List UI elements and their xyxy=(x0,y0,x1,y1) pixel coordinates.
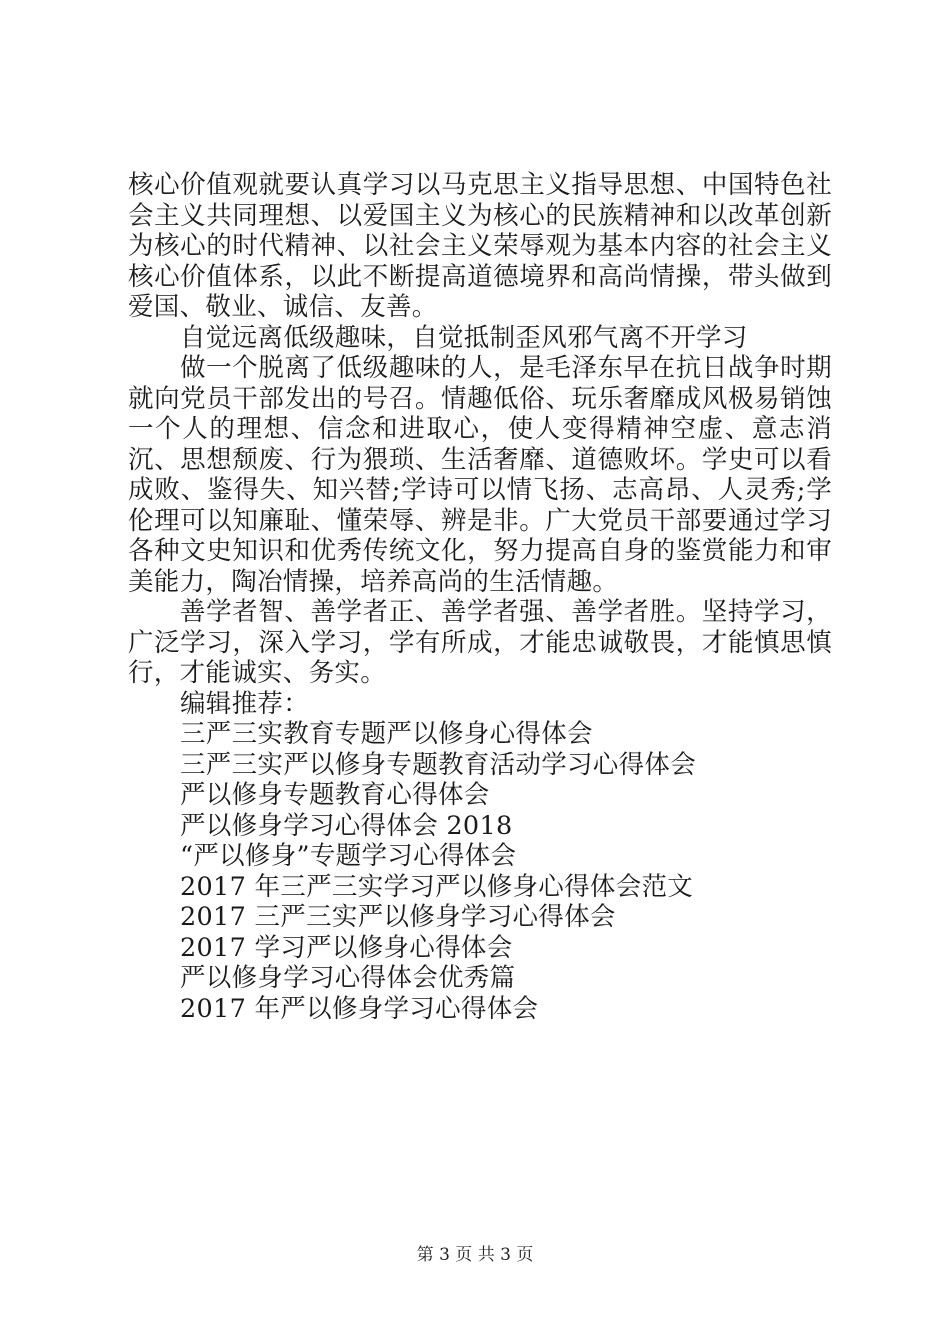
paragraph-good-learners: 善学者智、善学者正、善学者强、善学者胜。坚持学习，广泛学习，深入学习，学有所成，才能忠诚敬畏，才能慎思慎行，才能诚实、务实。 xyxy=(128,597,832,688)
recommend-link[interactable]: 三严三实教育专题严以修身心得体会 xyxy=(180,719,593,749)
paragraph-low-taste: 做一个脱离了低级趣味的人，是毛泽东早在抗日战争时期就向党员干部发出的号召。情趣低俗、玩乐奢靡成风极易销蚀一个人的理想、信念和进取心，使人变得精神空虚、意志消沉、思想颓废、行为猥琐、生活奢靡、道德败坏。学史可以看成败、鉴得失、知兴替;学诗可以情飞扬、志高昂、人灵秀;学伦理可以知廉耻、懂荣辱、辨是非。广大党员干部要通过学习各种文史知识和优秀传统文化，努力提高自身的鉴赏能力和审美能力，陶冶情操，培养高尚的生活情趣。 xyxy=(128,353,832,597)
paragraph-core-values: 核心价值观就要认真学习以马克思主义指导思想、中国特色社会主义共同理想、以爱国主义为核心的民族精神和以改革创新为核心的时代精神、以社会主义荣辱观为基本内容的社会主义核心价值体系，以此不断提高道德境界和高尚情操，带头做到爱国、敬业、诚信、友善。 xyxy=(128,170,832,322)
recommend-link[interactable]: 2017 学习严以修身心得体会 xyxy=(180,932,513,963)
paragraph-heading-learning: 自觉远离低级趣味，自觉抵制歪风邪气离不开学习 xyxy=(180,322,748,353)
page-footer: 第 3 页 共 3 页 xyxy=(416,1245,534,1265)
recommend-link[interactable]: 2017 年三严三实学习严以修身心得体会范文 xyxy=(180,871,694,902)
editor-recommend-label: 编辑推荐： xyxy=(180,688,310,719)
recommend-link[interactable]: 三严三实严以修身专题教育活动学习心得体会 xyxy=(180,749,697,780)
recommend-link[interactable]: 严以修身学习心得体会 2018 xyxy=(180,810,513,841)
recommend-link[interactable]: 2017 年严以修身学习心得体会 xyxy=(180,993,539,1024)
recommend-link[interactable]: 严以修身专题教育心得体会 xyxy=(180,780,490,810)
recommend-list xyxy=(128,719,832,1024)
recommend-link[interactable]: 严以修身学习心得体会优秀篇 xyxy=(180,963,516,993)
document-body xyxy=(128,170,832,1024)
recommend-link[interactable]: 2017 三严三实严以修身学习心得体会 xyxy=(180,902,616,932)
recommend-link[interactable]: “严以修身”专题学习心得体会 xyxy=(180,841,517,871)
